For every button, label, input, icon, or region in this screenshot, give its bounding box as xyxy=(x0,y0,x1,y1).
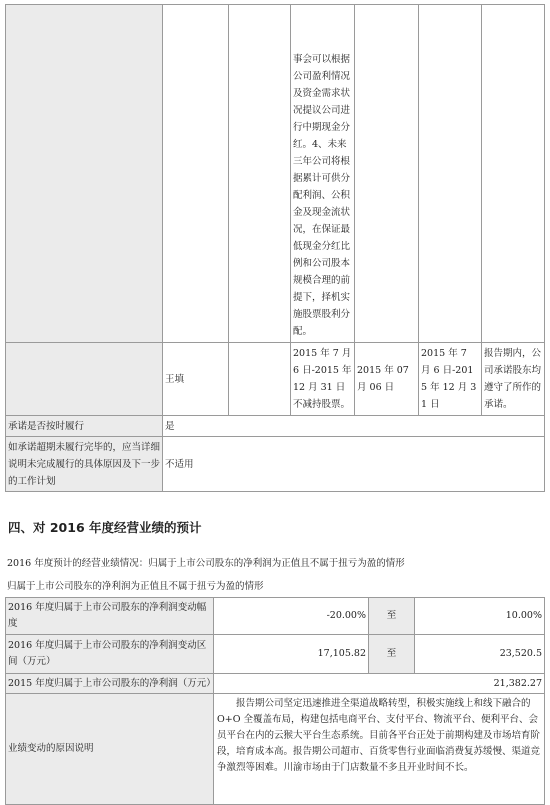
fulfillment-cell: 报告期内，公司承诺股东均遵守了所作的承诺。 xyxy=(482,343,545,416)
table-row xyxy=(6,635,545,674)
row-label: 2015 年度归属于上市公司股东的净利润（万元） xyxy=(6,674,214,694)
table-row xyxy=(6,598,545,635)
row-value: 不适用 xyxy=(163,437,545,492)
table-row xyxy=(6,674,545,694)
empty-cell xyxy=(229,5,291,343)
range-high: 10.00% xyxy=(415,598,545,635)
empty-cell xyxy=(419,5,482,343)
empty-cell xyxy=(229,343,291,416)
range-sep: 至 xyxy=(369,598,415,635)
commitment-table xyxy=(5,4,545,492)
forecast-subheading: 归属于上市公司股东的净利润为正值且不属于扭亏为盈的情形 xyxy=(7,581,264,592)
committer-name: 王填 xyxy=(163,343,229,416)
empty-cell xyxy=(6,343,163,416)
row-label: 承诺是否按时履行 xyxy=(6,416,163,437)
empty-cell xyxy=(355,5,419,343)
forecast-description: 2016 年度预计的经营业绩情况：归属于上市公司股东的净利润为正值且不属于扭亏为盈的情形 xyxy=(7,558,405,569)
reason-text: 报告期公司坚定迅速推进全渠道战略转型，积极实施线上和线下融合的 O+O 全覆盖布局，构建包括电商平台、支付平台、物流平台、便利平台、会员平台在内的云猴大平台生态系统。目前各平台正处于前期构建及市场培育阶段，培育成本高。报告期公司超市、百货零售行业面临消费复苏缓慢、渠道竞争激烈等困难。川渝市场由于门店数量不多且开业时间不长。 xyxy=(214,694,545,805)
range-low: -20.00% xyxy=(214,598,369,635)
table-row xyxy=(6,5,545,343)
commitment-content-cell: 事会可以根据公司盈利情况及资金需求状况提议公司进行中期现金分红。4、未来三年公司将根据累计可供分配利润、公积金及现金流状况，在保证最低现金分红比例和公司股本规模合理的前提下，择机实施股票股利分配。 xyxy=(291,5,355,343)
row-value: 21,382.27 xyxy=(214,674,545,694)
row-label: 2016 年度归属于上市公司股东的净利润变动区间（万元） xyxy=(6,635,214,674)
empty-cell xyxy=(482,5,545,343)
range-sep: 至 xyxy=(369,635,415,674)
section-title: 四、对 2016 年度经营业绩的预计 xyxy=(8,520,202,535)
empty-cell xyxy=(6,5,163,343)
commitment-content-cell: 2015 年 7 月 6 日-2015 年 12 月 31 日不减持股票。 xyxy=(291,343,355,416)
table-row xyxy=(6,694,545,805)
table-row xyxy=(6,437,545,492)
row-label: 2016 年度归属于上市公司股东的净利润变动幅度 xyxy=(6,598,214,635)
row-label: 业绩变动的原因说明 xyxy=(6,694,214,805)
forecast-table xyxy=(5,597,545,805)
commitment-period-cell: 2015 年 7 月 6 日-2015 年 12 月 31 日 xyxy=(419,343,482,416)
range-low: 17,105.82 xyxy=(214,635,369,674)
range-high: 23,520.5 xyxy=(415,635,545,674)
table-row xyxy=(6,416,545,437)
row-label: 如承诺超期未履行完毕的，应当详细说明未完成履行的具体原因及下一步的工作计划 xyxy=(6,437,163,492)
empty-cell xyxy=(163,5,229,343)
commitment-date-cell: 2015 年 07 月 06 日 xyxy=(355,343,419,416)
table-row xyxy=(6,343,545,416)
row-value: 是 xyxy=(163,416,545,437)
